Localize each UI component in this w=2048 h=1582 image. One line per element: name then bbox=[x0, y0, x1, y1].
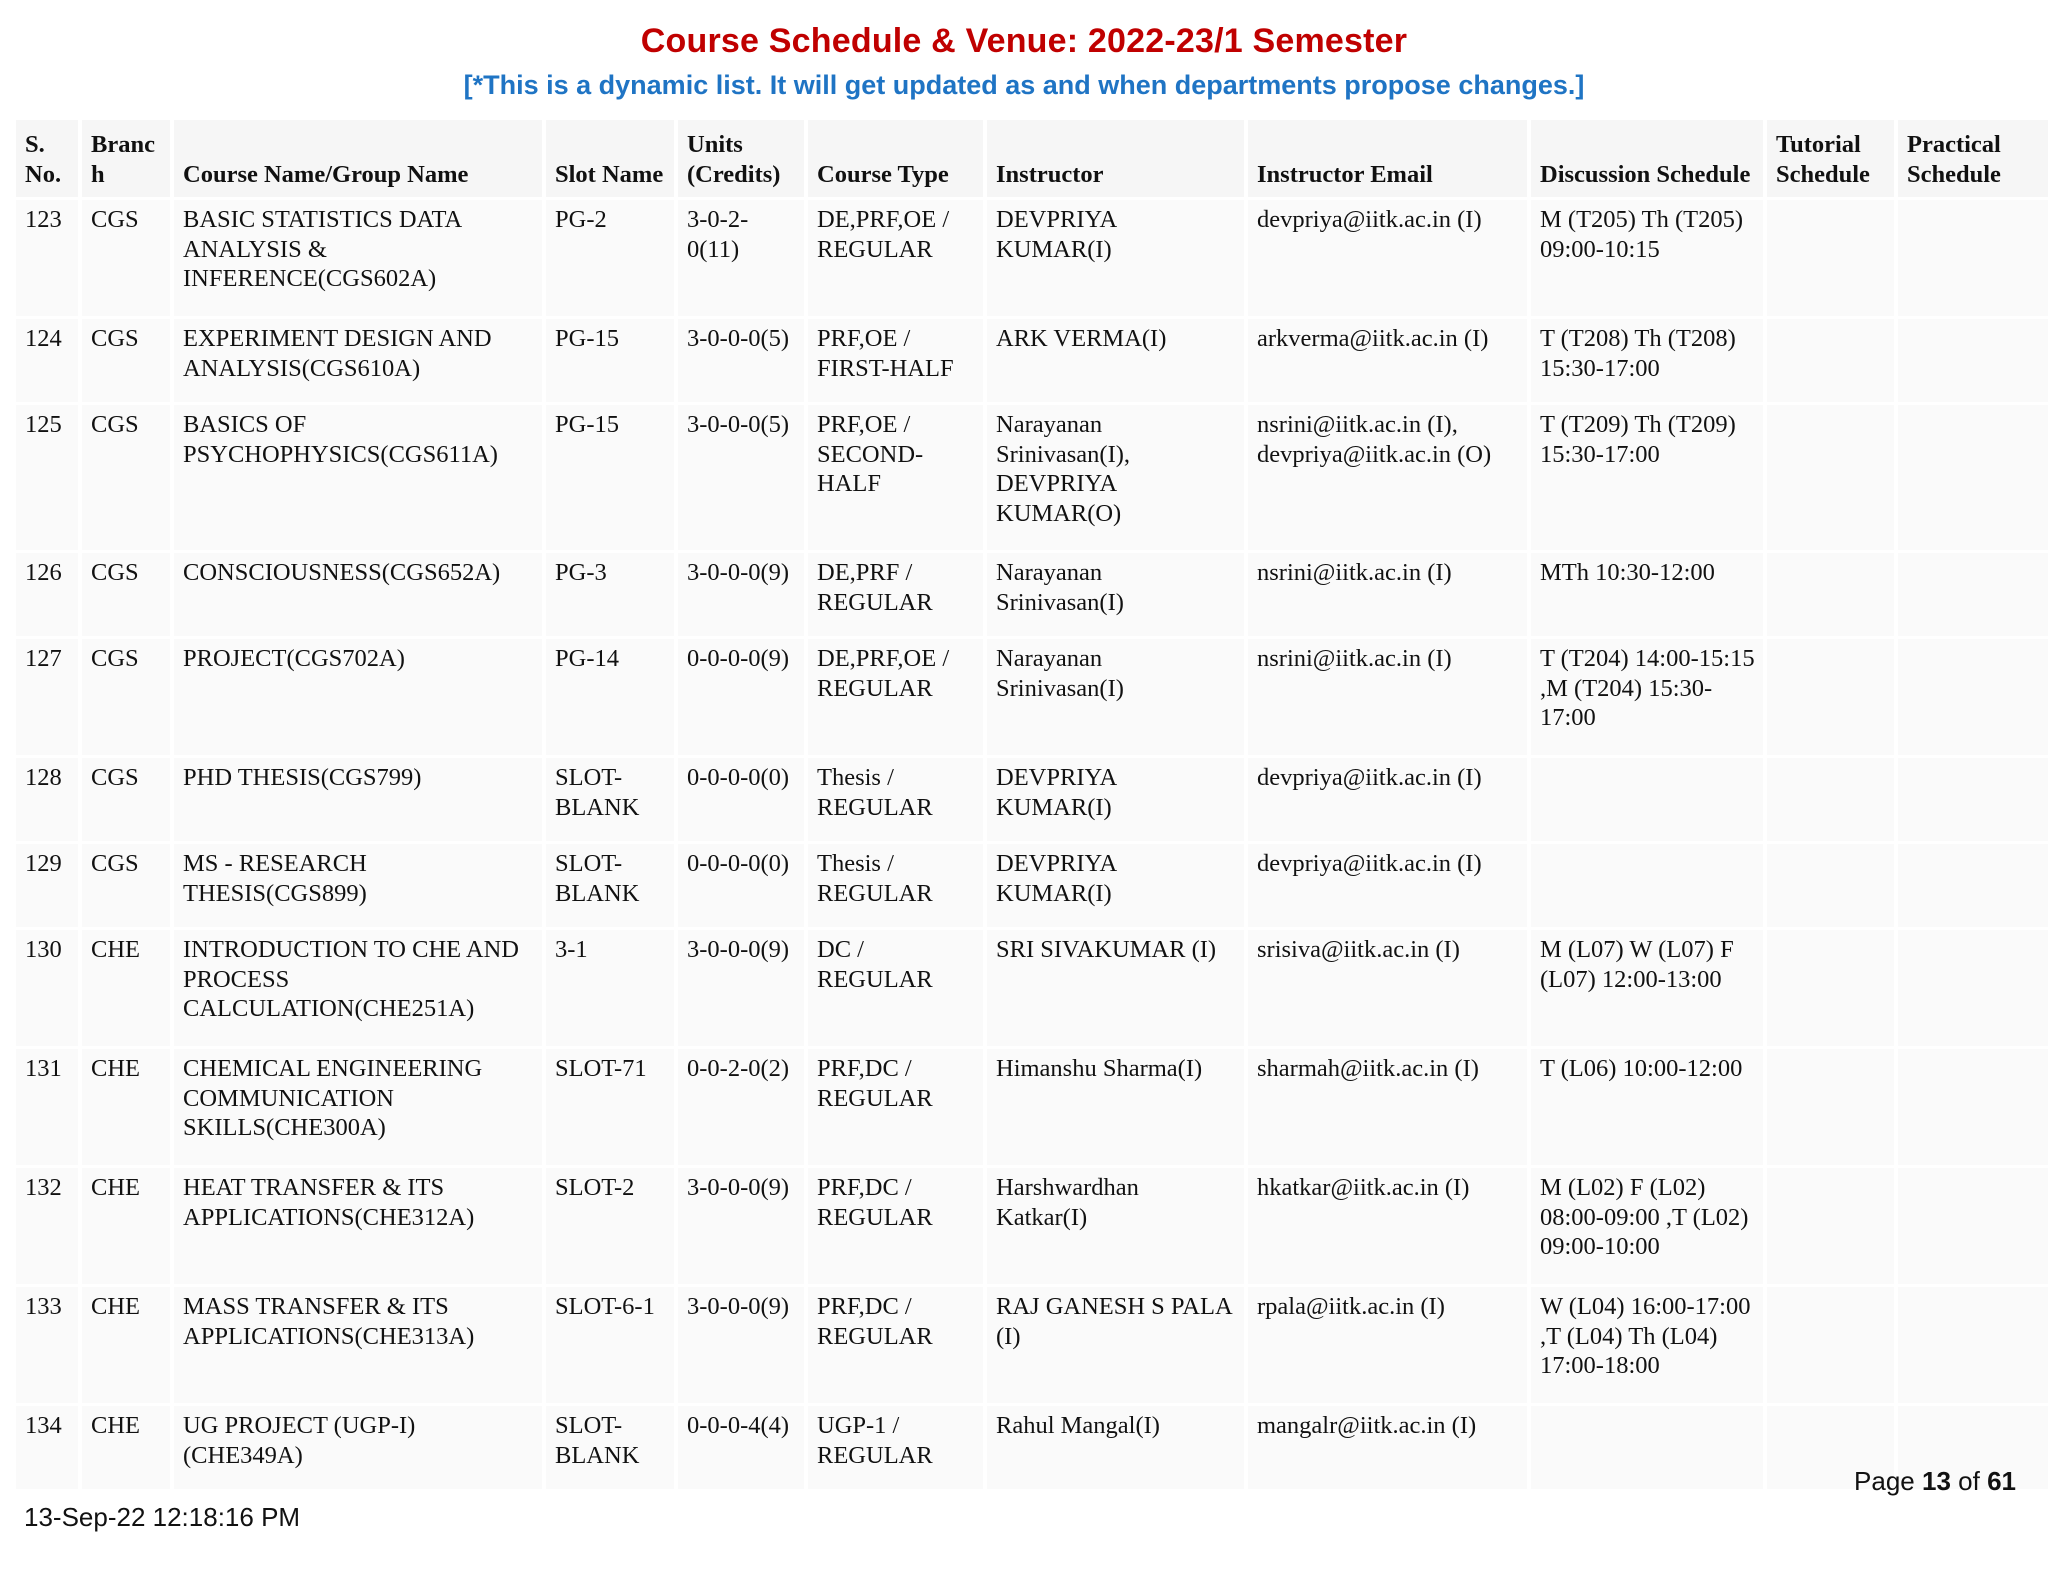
cell-course-name: PROJECT(CGS702A) bbox=[174, 639, 542, 755]
table-row bbox=[16, 1287, 2048, 1403]
cell-slot-name: SLOT-71 bbox=[546, 1049, 674, 1165]
cell-course-type: DE,PRF,OE / REGULAR bbox=[808, 639, 983, 755]
cell-slot-name: PG-3 bbox=[546, 553, 674, 636]
cell-slot-name: SLOT-6-1 bbox=[546, 1287, 674, 1403]
cell-branch: CGS bbox=[82, 319, 170, 402]
cell-practical-schedule bbox=[1898, 1049, 2048, 1165]
table-row bbox=[16, 405, 2048, 550]
table-row bbox=[16, 844, 2048, 927]
cell-instructor-email: sharmah@iitk.ac.in (I) bbox=[1248, 1049, 1527, 1165]
cell-instructor: Narayanan Srinivasan(I), DEVPRIYA KUMAR(O) bbox=[987, 405, 1244, 550]
cell-course-name: MS - RESEARCH THESIS(CGS899) bbox=[174, 844, 542, 927]
cell-course-name: CHEMICAL ENGINEERING COMMUNICATION SKILLS(CHE300A) bbox=[174, 1049, 542, 1165]
table-row bbox=[16, 319, 2048, 402]
cell-instructor-email: nsrini@iitk.ac.in (I) bbox=[1248, 639, 1527, 755]
cell-serial-number: 127 bbox=[16, 639, 78, 755]
table-header-row bbox=[16, 120, 2048, 197]
cell-course-name: MASS TRANSFER & ITS APPLICATIONS(CHE313A) bbox=[174, 1287, 542, 1403]
cell-serial-number: 131 bbox=[16, 1049, 78, 1165]
page-current: 13 bbox=[1922, 1466, 1951, 1496]
cell-serial-number: 133 bbox=[16, 1287, 78, 1403]
cell-branch: CGS bbox=[82, 553, 170, 636]
cell-instructor-email: arkverma@iitk.ac.in (I) bbox=[1248, 319, 1527, 402]
cell-course-name: HEAT TRANSFER & ITS APPLICATIONS(CHE312A) bbox=[174, 1168, 542, 1284]
cell-practical-schedule bbox=[1898, 553, 2048, 636]
cell-slot-name: SLOT-BLANK bbox=[546, 758, 674, 841]
cell-instructor: DEVPRIYA KUMAR(I) bbox=[987, 758, 1244, 841]
cell-branch: CHE bbox=[82, 1049, 170, 1165]
cell-instructor-email: devpriya@iitk.ac.in (I) bbox=[1248, 844, 1527, 927]
cell-course-name: INTRODUCTION TO CHE AND PROCESS CALCULATION(CHE251A) bbox=[174, 930, 542, 1046]
cell-instructor: RAJ GANESH S PALA (I) bbox=[987, 1287, 1244, 1403]
table-row bbox=[16, 1049, 2048, 1165]
table-row bbox=[16, 200, 2048, 316]
cell-branch: CHE bbox=[82, 1406, 170, 1489]
cell-practical-schedule bbox=[1898, 200, 2048, 316]
cell-tutorial-schedule bbox=[1767, 930, 1894, 1046]
cell-instructor: Narayanan Srinivasan(I) bbox=[987, 553, 1244, 636]
cell-branch: CHE bbox=[82, 1168, 170, 1284]
cell-discussion-schedule: T (T208) Th (T208) 15:30-17:00 bbox=[1531, 319, 1763, 402]
column-header: Branch bbox=[82, 120, 170, 197]
cell-course-name: BASIC STATISTICS DATA ANALYSIS & INFERENCE(CGS602A) bbox=[174, 200, 542, 316]
cell-discussion-schedule bbox=[1531, 1406, 1763, 1489]
table-row bbox=[16, 1406, 2048, 1489]
cell-serial-number: 124 bbox=[16, 319, 78, 402]
cell-units: 0-0-0-0(0) bbox=[678, 758, 804, 841]
cell-tutorial-schedule bbox=[1767, 200, 1894, 316]
cell-course-name: PHD THESIS(CGS799) bbox=[174, 758, 542, 841]
cell-serial-number: 126 bbox=[16, 553, 78, 636]
cell-discussion-schedule: W (L04) 16:00-17:00 ,T (L04) Th (L04) 17:00-18:00 bbox=[1531, 1287, 1763, 1403]
column-header: Course Name/Group Name bbox=[174, 120, 542, 197]
table-row bbox=[16, 639, 2048, 755]
cell-course-type: DE,PRF / REGULAR bbox=[808, 553, 983, 636]
cell-units: 0-0-0-4(4) bbox=[678, 1406, 804, 1489]
cell-practical-schedule bbox=[1898, 639, 2048, 755]
cell-instructor: Narayanan Srinivasan(I) bbox=[987, 639, 1244, 755]
cell-units: 0-0-2-0(2) bbox=[678, 1049, 804, 1165]
cell-practical-schedule bbox=[1898, 405, 2048, 550]
column-header: Units (Credits) bbox=[678, 120, 804, 197]
cell-slot-name: PG-2 bbox=[546, 200, 674, 316]
cell-serial-number: 129 bbox=[16, 844, 78, 927]
page-of: of bbox=[1958, 1466, 1980, 1496]
cell-units: 3-0-0-0(9) bbox=[678, 1168, 804, 1284]
page-number bbox=[1854, 1466, 2016, 1497]
cell-discussion-schedule: M (L02) F (L02) 08:00-09:00 ,T (L02) 09:00-10:00 bbox=[1531, 1168, 1763, 1284]
cell-tutorial-schedule bbox=[1767, 758, 1894, 841]
cell-instructor-email: nsrini@iitk.ac.in (I), devpriya@iitk.ac.in (O) bbox=[1248, 405, 1527, 550]
table-row bbox=[16, 758, 2048, 841]
cell-instructor-email: devpriya@iitk.ac.in (I) bbox=[1248, 758, 1527, 841]
cell-units: 3-0-2-0(11) bbox=[678, 200, 804, 316]
cell-practical-schedule bbox=[1898, 319, 2048, 402]
cell-instructor: Harshwardhan Katkar(I) bbox=[987, 1168, 1244, 1284]
cell-practical-schedule bbox=[1898, 1168, 2048, 1284]
cell-units: 0-0-0-0(0) bbox=[678, 844, 804, 927]
cell-course-name: EXPERIMENT DESIGN AND ANALYSIS(CGS610A) bbox=[174, 319, 542, 402]
cell-instructor: DEVPRIYA KUMAR(I) bbox=[987, 200, 1244, 316]
cell-tutorial-schedule bbox=[1767, 405, 1894, 550]
cell-units: 3-0-0-0(5) bbox=[678, 405, 804, 550]
cell-discussion-schedule: T (T209) Th (T209) 15:30-17:00 bbox=[1531, 405, 1763, 550]
cell-serial-number: 130 bbox=[16, 930, 78, 1046]
cell-slot-name: PG-15 bbox=[546, 405, 674, 550]
cell-course-type: DC / REGULAR bbox=[808, 930, 983, 1046]
column-header: Instructor Email bbox=[1248, 120, 1527, 197]
table-body bbox=[16, 200, 2048, 1489]
cell-slot-name: SLOT-2 bbox=[546, 1168, 674, 1284]
cell-instructor-email: devpriya@iitk.ac.in (I) bbox=[1248, 200, 1527, 316]
cell-branch: CGS bbox=[82, 405, 170, 550]
cell-tutorial-schedule bbox=[1767, 553, 1894, 636]
cell-slot-name: SLOT-BLANK bbox=[546, 1406, 674, 1489]
cell-units: 3-0-0-0(5) bbox=[678, 319, 804, 402]
cell-discussion-schedule: MTh 10:30-12:00 bbox=[1531, 553, 1763, 636]
cell-course-type: UGP-1 / REGULAR bbox=[808, 1406, 983, 1489]
cell-slot-name: PG-14 bbox=[546, 639, 674, 755]
cell-slot-name: 3-1 bbox=[546, 930, 674, 1046]
column-header: Practical Schedule bbox=[1898, 120, 2048, 197]
cell-instructor-email: nsrini@iitk.ac.in (I) bbox=[1248, 553, 1527, 636]
column-header: S. No. bbox=[16, 120, 78, 197]
cell-discussion-schedule: T (L06) 10:00-12:00 bbox=[1531, 1049, 1763, 1165]
column-header: Discussion Schedule bbox=[1531, 120, 1763, 197]
cell-units: 3-0-0-0(9) bbox=[678, 553, 804, 636]
cell-slot-name: SLOT-BLANK bbox=[546, 844, 674, 927]
cell-course-type: PRF,OE / FIRST-HALF bbox=[808, 319, 983, 402]
page-subtitle: [*This is a dynamic list. It will get updated as and when departments propose changes.] bbox=[463, 70, 1585, 100]
cell-course-type: PRF,OE / SECOND-HALF bbox=[808, 405, 983, 550]
cell-branch: CHE bbox=[82, 1287, 170, 1403]
cell-instructor: DEVPRIYA KUMAR(I) bbox=[987, 844, 1244, 927]
table-row bbox=[16, 930, 2048, 1046]
cell-tutorial-schedule bbox=[1767, 1287, 1894, 1403]
cell-tutorial-schedule bbox=[1767, 844, 1894, 927]
cell-serial-number: 132 bbox=[16, 1168, 78, 1284]
cell-units: 3-0-0-0(9) bbox=[678, 930, 804, 1046]
cell-instructor: ARK VERMA(I) bbox=[987, 319, 1244, 402]
cell-units: 3-0-0-0(9) bbox=[678, 1287, 804, 1403]
cell-practical-schedule bbox=[1898, 844, 2048, 927]
cell-serial-number: 128 bbox=[16, 758, 78, 841]
table-row bbox=[16, 1168, 2048, 1284]
table-row bbox=[16, 553, 2048, 636]
cell-practical-schedule bbox=[1898, 930, 2048, 1046]
cell-tutorial-schedule bbox=[1767, 319, 1894, 402]
cell-serial-number: 134 bbox=[16, 1406, 78, 1489]
cell-instructor: SRI SIVAKUMAR (I) bbox=[987, 930, 1244, 1046]
cell-serial-number: 125 bbox=[16, 405, 78, 550]
cell-discussion-schedule: M (T205) Th (T205) 09:00-10:15 bbox=[1531, 200, 1763, 316]
course-schedule-table bbox=[12, 117, 2048, 1492]
cell-branch: CGS bbox=[82, 639, 170, 755]
cell-course-type: Thesis / REGULAR bbox=[808, 844, 983, 927]
page-prefix: Page bbox=[1854, 1466, 1915, 1496]
column-header: Tutorial Schedule bbox=[1767, 120, 1894, 197]
cell-course-name: CONSCIOUSNESS(CGS652A) bbox=[174, 553, 542, 636]
cell-course-type: PRF,DC / REGULAR bbox=[808, 1049, 983, 1165]
page-title: Course Schedule & Venue: 2022-23/1 Semester bbox=[640, 22, 1408, 60]
cell-branch: CHE bbox=[82, 930, 170, 1046]
cell-course-type: DE,PRF,OE / REGULAR bbox=[808, 200, 983, 316]
cell-branch: CGS bbox=[82, 758, 170, 841]
cell-branch: CGS bbox=[82, 844, 170, 927]
cell-discussion-schedule bbox=[1531, 844, 1763, 927]
cell-practical-schedule bbox=[1898, 758, 2048, 841]
cell-instructor: Rahul Mangal(I) bbox=[987, 1406, 1244, 1489]
cell-practical-schedule bbox=[1898, 1287, 2048, 1403]
cell-discussion-schedule: M (L07) W (L07) F (L07) 12:00-13:00 bbox=[1531, 930, 1763, 1046]
cell-tutorial-schedule bbox=[1767, 1049, 1894, 1165]
page-total: 61 bbox=[1987, 1466, 2016, 1496]
cell-instructor-email: hkatkar@iitk.ac.in (I) bbox=[1248, 1168, 1527, 1284]
cell-course-name: UG PROJECT (UGP-I)(CHE349A) bbox=[174, 1406, 542, 1489]
cell-discussion-schedule: T (T204) 14:00-15:15 ,M (T204) 15:30-17:00 bbox=[1531, 639, 1763, 755]
cell-instructor: Himanshu Sharma(I) bbox=[987, 1049, 1244, 1165]
cell-course-type: PRF,DC / REGULAR bbox=[808, 1168, 983, 1284]
cell-instructor-email: rpala@iitk.ac.in (I) bbox=[1248, 1287, 1527, 1403]
cell-course-type: Thesis / REGULAR bbox=[808, 758, 983, 841]
cell-slot-name: PG-15 bbox=[546, 319, 674, 402]
cell-course-name: BASICS OF PSYCHOPHYSICS(CGS611A) bbox=[174, 405, 542, 550]
column-header: Instructor bbox=[987, 120, 1244, 197]
print-timestamp: 13-Sep-22 12:18:16 PM bbox=[24, 1502, 301, 1532]
cell-serial-number: 123 bbox=[16, 200, 78, 316]
cell-instructor-email: srisiva@iitk.ac.in (I) bbox=[1248, 930, 1527, 1046]
cell-tutorial-schedule bbox=[1767, 639, 1894, 755]
cell-tutorial-schedule bbox=[1767, 1168, 1894, 1284]
cell-branch: CGS bbox=[82, 200, 170, 316]
cell-course-type: PRF,DC / REGULAR bbox=[808, 1287, 983, 1403]
cell-instructor-email: mangalr@iitk.ac.in (I) bbox=[1248, 1406, 1527, 1489]
column-header: Course Type bbox=[808, 120, 983, 197]
cell-units: 0-0-0-0(9) bbox=[678, 639, 804, 755]
cell-discussion-schedule bbox=[1531, 758, 1763, 841]
column-header: Slot Name bbox=[546, 120, 674, 197]
